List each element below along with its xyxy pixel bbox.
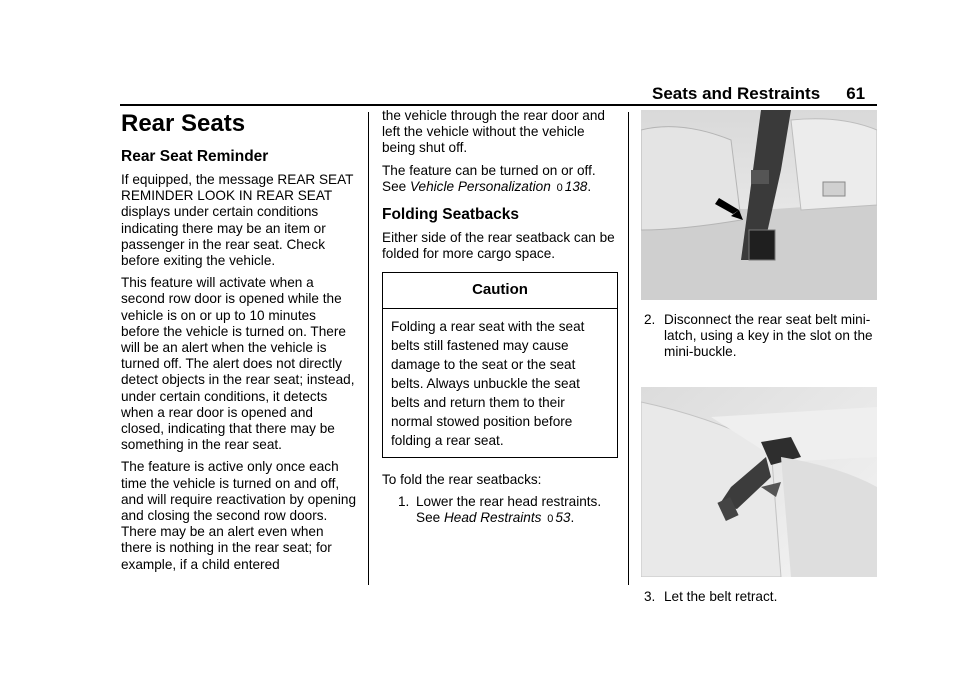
column-3 [641,110,877,605]
column-divider [368,112,369,585]
xref-link[interactable]: Vehicle Personalization [409,178,551,194]
step-1: 1. Lower the rear head restraints. See Head Restraints 0 53. [398,493,602,526]
section-title: Seats and Restraints [652,84,821,103]
personalization-paragraph: The feature can be turned on or off. See Vehicle Personalization 0 138. [382,162,596,194]
column-2 [382,108,618,533]
caution-body: Folding a rear seat with the seat belts still fastened may cause damage to the seat or the seat belts. Always unbuckle the seat belts and return them to their normal stowed position before folding a rear seat. [391,318,585,448]
step-3: 3. Let the belt retract. [644,588,778,604]
page-number: 61 [846,84,866,103]
section-heading: Rear Seats [121,110,246,137]
caution-box [382,272,618,457]
column-divider [628,112,629,585]
mini-buckle-photo [641,387,877,577]
column-1 [121,110,357,579]
page-header [652,84,865,104]
step-number: 1. [398,493,410,509]
step-2: 2. Disconnect the rear seat belt mini-latch, using a key in the slot on the mini-buckle. [644,312,873,360]
step-number: 2. [644,312,656,327]
step-number: 3. [644,588,656,604]
page-ref[interactable]: 53 [555,510,571,526]
rear-seat-reminder-heading: Rear Seat Reminder [121,148,269,165]
paragraph: The feature is active only once each time the vehicle is turned on and off, and will require reactivation by opening and closing the second row doors. There may be an alert even when there is nothing in the rear seat; for example, if a child entered [121,459,357,572]
page-ref-icon: 0 [547,513,554,526]
caution-title: Caution [383,273,617,308]
header-rule [120,104,877,106]
paragraph: If equipped, the message REAR SEAT REMINDER LOOK IN REAR SEAT displays under certain conditions indicating there may be an item or passenger in the rear seat. Check before exiting the vehicle. [121,172,354,269]
paragraph: This feature will activate when a second row door is opened while the vehicle is on or up to 10 minutes before the vehicle is turned on. There will be an alert when the vehicle is turned off. The alert does not directly detect objects in the rear seat; instead, under certain conditions, it detects when a rear door is opened and closed, indicating that there may be something in the rear seat. [121,275,355,453]
page-ref-icon: 0 [556,181,563,194]
page-ref[interactable]: 138 [564,178,588,194]
seatbelt-latch-photo [641,110,877,300]
paragraph: the vehicle through the rear door and left the vehicle without the vehicle being shut off. [382,108,605,156]
paragraph: Either side of the rear seatback can be folded for more cargo space. [382,230,615,262]
folding-seatbacks-heading: Folding Seatbacks [382,206,519,224]
xref-link[interactable]: Head Restraints [443,510,542,526]
paragraph: To fold the rear seatbacks: [382,471,542,487]
